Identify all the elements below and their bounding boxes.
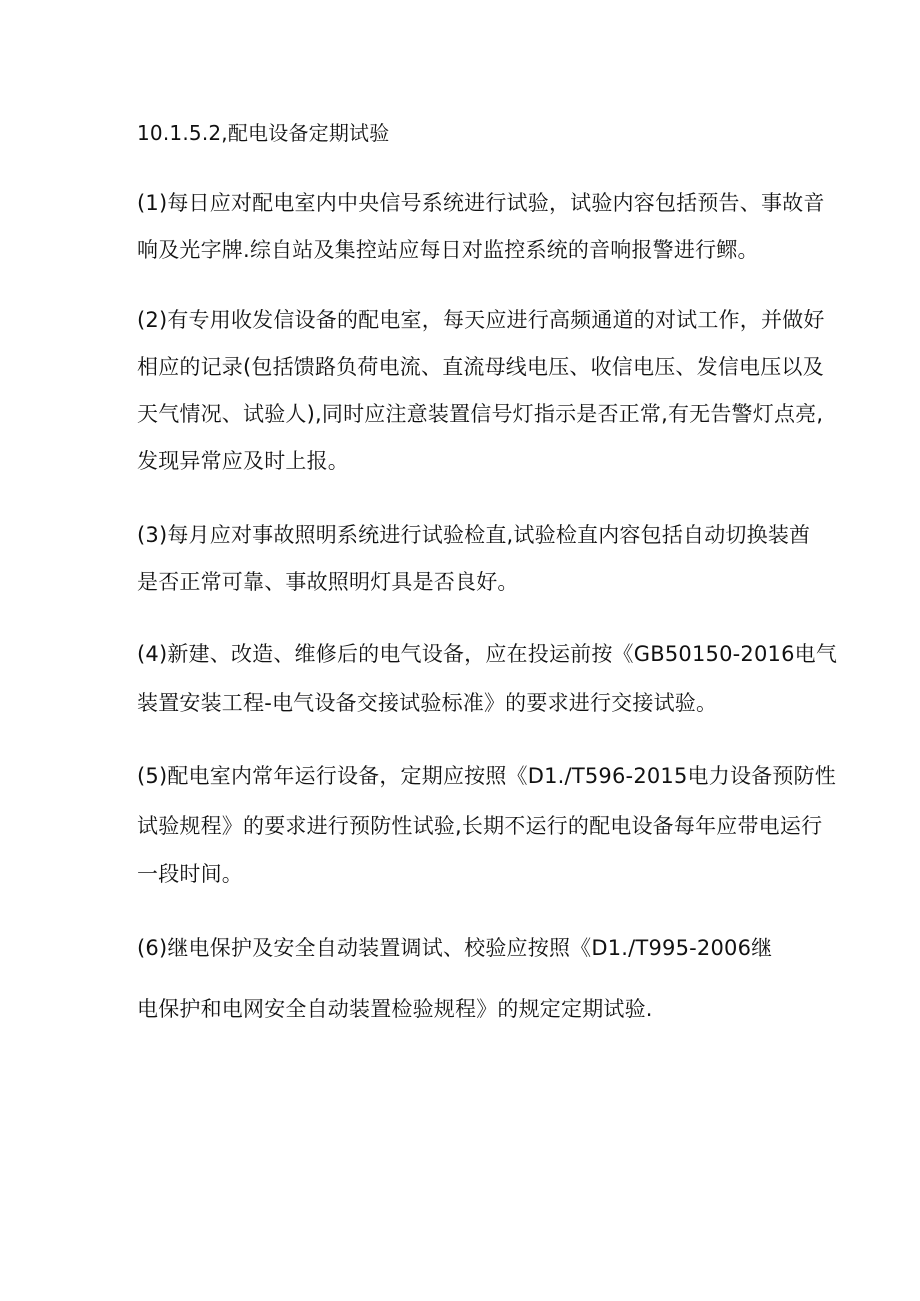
paragraph-2-line-3: 天气情况、试验人),同时应注意装置信号灯指示是否正常,有无告警灯点亮, xyxy=(137,402,824,426)
paragraph-2-line-2: 相应的记录(包括馈路负荷电流、直流母线电压、收信电压、发信电压以及 xyxy=(137,355,824,379)
paragraph-6-line-2: 电保护和电网安全自动装置检验规程》的规定定期试验. xyxy=(137,997,653,1021)
paragraph-3-line-2: 是否正常可靠、事故照明灯具是否良好。 xyxy=(137,570,519,594)
paragraph-5-line-3: 一段时间。 xyxy=(137,862,243,886)
paragraph-4-line-1: (4)新建、改造、维修后的电气设备，应在投运前按《GB50150-2016电气 xyxy=(137,642,838,666)
paragraph-1-line-2: 响及光字牌.综自站及集控站应每日对监控系统的音响报警进行鳏。 xyxy=(137,238,759,262)
paragraph-1-line-1: (1)每日应对配电室内中央信号系统进行试验，试验内容包括预告、事故音 xyxy=(137,191,825,215)
paragraph-5-line-2: 试验规程》的要求进行预防性试验,长期不运行的配电设备每年应带电运行 xyxy=(137,814,823,838)
paragraph-3-line-1: (3)每月应对事故照明系统进行试验检直,试验检直内容包括自动切换装酋 xyxy=(137,523,811,547)
paragraph-4-line-2: 装置安装工程-电气设备交接试验标准》的要求进行交接试验。 xyxy=(137,691,718,715)
section-heading: 10.1.5.2,配电设备定期试验 xyxy=(137,121,390,145)
paragraph-6-line-1: (6)继电保护及安全自动装置调试、校验应按照《D1./T995-2006继 xyxy=(137,936,773,960)
paragraph-2-line-4: 发现异常应及时上报。 xyxy=(137,449,349,473)
paragraph-2-line-1: (2)有专用收发信设备的配电室，每天应进行高频通道的对试工作，并做好 xyxy=(137,308,825,332)
paragraph-5-line-1: (5)配电室内常年运行设备，定期应按照《D1./T596-2015电力设备预防性 xyxy=(137,764,836,788)
